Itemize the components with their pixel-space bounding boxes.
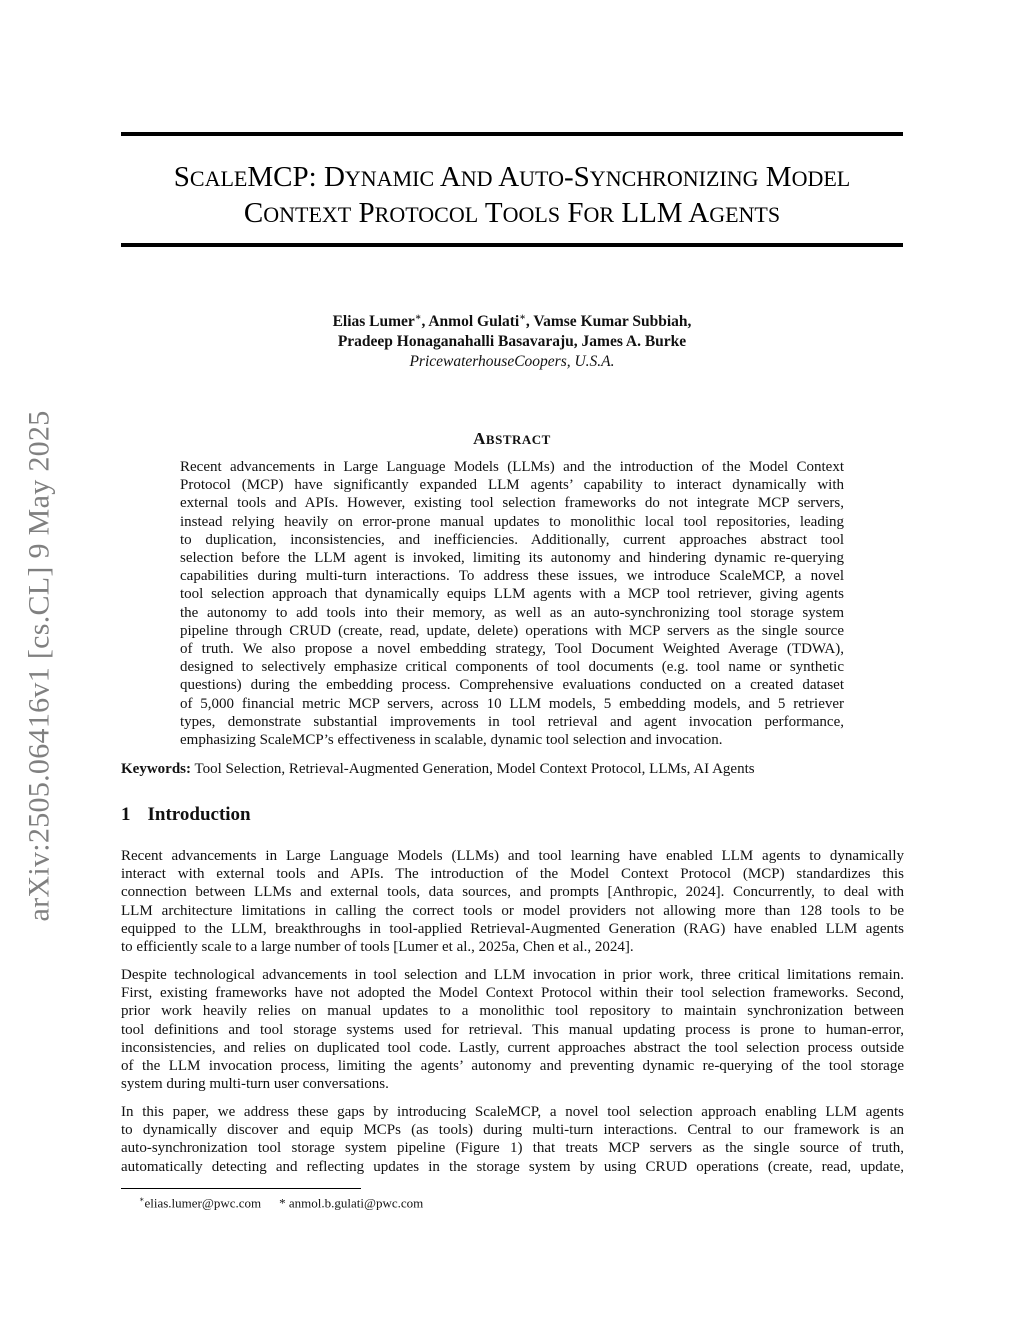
- footnote-email-1: elias.lumer@pwc.com: [144, 1195, 262, 1211]
- author-line-2: Pradeep Honaganahalli Basavaraju, James A. Burke: [337, 333, 687, 351]
- abstract-line: the autonomy to add tools into their memory, as well as an auto-synchronizing tool storage system: [180, 604, 844, 621]
- body-line: to dynamically discover and equip MCPs (as tools) during multi-turn interactions. Central to our framework is an: [121, 1122, 904, 1139]
- abstract-line: tool selection approach that dynamically equips LLM agents with a MCP tool retriever, giving agents: [180, 586, 844, 603]
- body-line: tool definitions and tool storage systems used for retrieval. This manual updating process is prone to human-error,: [121, 1021, 904, 1038]
- abstract-heading: ABSTRACT: [473, 429, 551, 448]
- abstract-line: selection before the LLM agent is invoked, limiting its autonomy and hindering dynamic re-querying: [180, 550, 844, 567]
- author-block: [121, 308, 903, 372]
- abstract-body: [180, 458, 844, 749]
- abstract-line: external tools and APIs. However, existing tool selection frameworks do not integrate MCP servers,: [180, 495, 844, 512]
- section-heading-introduction: [121, 804, 251, 826]
- keywords-label: Keywords:: [121, 761, 191, 777]
- abstract-line: Protocol (MCP) have significantly expanded LLM agents’ capability to interact dynamically with: [180, 477, 844, 494]
- section-number: 1: [121, 804, 131, 825]
- footnote-mark-1: ∗: [139, 1195, 145, 1204]
- title-rule-top: [121, 132, 903, 136]
- abstract-line: capabilities during multi-turn interactions. To address these issues, we introduce ScaleMCP, a novel: [180, 568, 844, 585]
- body-line: LLM architecture limitations in calling the correct tools or model providers not allowing more than 128 tools to be: [121, 902, 904, 919]
- paper-title: [121, 160, 903, 232]
- abstract-line: emphasizing ScaleMCP’s effectiveness in scalable, dynamic tool selection and invocation.: [180, 732, 723, 749]
- arxiv-identifier-text: arXiv:2505.06416v1 [cs.CL] 9 May 2025: [23, 410, 57, 922]
- abstract-line: of truth. We also propose a novel embedding strategy, Tool Document Weighted Average (TDWA),: [180, 641, 844, 658]
- abstract-line: questions) during the embedding process. Comprehensive evaluations conducted on a created dataset: [180, 677, 844, 694]
- title-rule-bottom: [121, 243, 903, 247]
- footnote-rule: [121, 1188, 361, 1189]
- arxiv-identifier: [20, 376, 60, 956]
- intro-paragraph-3: [121, 1103, 904, 1176]
- author-line-1: [121, 308, 903, 332]
- intro-paragraph-2: [121, 966, 904, 1093]
- footnote-mark-2: *: [279, 1195, 286, 1211]
- equal-contribution-mark: ∗: [414, 312, 422, 323]
- abstract-line: types, demonstrate substantial improvements in tool retrieval and agent invocation performance,: [180, 713, 844, 730]
- author-subbiah: , Vamse Kumar Subbiah,: [525, 313, 692, 331]
- abstract-line: to duplication, inconsistencies, and inefficiencies. Additionally, current approaches abstract tool: [180, 531, 844, 548]
- body-line: of the LLM invocation process, limiting the agents’ autonomy and preventing dynamic re-querying of the tool storage: [121, 1058, 904, 1075]
- keywords-text: Tool Selection, Retrieval-Augmented Generation, Model Context Protocol, LLMs, AI Agents: [194, 761, 755, 777]
- body-line: connection between LLMs and external tools, data sources, and prompts [Anthropic, 2024]. Concurrently, to deal with: [121, 884, 904, 901]
- body-line: Recent advancements in Large Language Models (LLMs) and tool learning have enabled LLM agents to dynamically: [121, 848, 904, 864]
- body-line: to efficiently scale to a large number of tools [Lumer et al., 2025a, Chen et al., 2024].: [121, 939, 634, 956]
- body-line: inconsistencies, and relies on duplicated tool code. Lastly, current approaches abstract the tool selection process outside: [121, 1039, 904, 1056]
- abstract-line: pipeline through CRUD (create, read, update, delete) operations with MCP servers as the single source: [180, 622, 844, 639]
- abstract-line: Recent advancements in Large Language Models (LLMs) and the introduction of the Model Context: [180, 459, 844, 475]
- footnote-email-2: anmol.b.gulati@pwc.com: [288, 1195, 424, 1211]
- body-line: automatically detecting and reflecting updates in the storage system by using CRUD operations (create, read, update,: [121, 1158, 904, 1175]
- body-line: In this paper, we address these gaps by introducing ScaleMCP, a novel tool selection approach enabling LLM agents: [121, 1104, 904, 1120]
- abstract-line: of 5,000 financial metric MCP servers, across 10 LLM models, 5 embedding models, and 5 retriever: [180, 695, 844, 712]
- equal-contribution-mark: ∗: [519, 312, 526, 323]
- author-gulati: , Anmol Gulati: [421, 313, 520, 331]
- title-line-1: SCALEMCP: DYNAMIC AND AUTO-SYNCHRONIZING MODEL: [173, 161, 851, 193]
- body-line: system during multi-turn user conversations.: [121, 1076, 389, 1093]
- author-lumer: Elias Lumer: [332, 313, 415, 331]
- abstract-line: designed to selectively emphasize critical components of tool documents (e.g. tool name or synthetic: [180, 659, 844, 676]
- abstract-line: instead relying heavily on error-prone manual updates to monolithic local tool repositories, leading: [180, 513, 844, 530]
- body-line: equipped to the LLM, breakthroughs in tool-applied Retrieval-Augmented Generation (RAG) have enabled LLM agents: [121, 920, 904, 937]
- title-line-2: CONTEXT PROTOCOL TOOLS FOR LLM AGENTS: [243, 197, 781, 229]
- affiliation: PricewaterhouseCoopers, U.S.A.: [409, 353, 615, 371]
- body-line: Despite technological advancements in tool selection and LLM invocation in prior work, three critical limitations remain.: [121, 967, 904, 983]
- section-title: Introduction: [147, 804, 251, 825]
- intro-paragraph-1: [121, 847, 904, 956]
- footnote: [139, 1192, 423, 1211]
- keywords: [121, 760, 903, 778]
- body-line: interact with external tools and APIs. The introduction of the Model Context Protocol (MCP) standardizes this: [121, 866, 904, 883]
- body-line: auto-synchronization tool storage system pipeline (Figure 1) that treats MCP servers as the single source of truth,: [121, 1140, 904, 1157]
- body-line: First, existing frameworks have not adopted the Model Context Protocol within their tool selection frameworks. Second,: [121, 985, 904, 1002]
- body-line: prior work heavily relies on manual updates to a monolithic tool repository to maintain synchronization between: [121, 1003, 904, 1020]
